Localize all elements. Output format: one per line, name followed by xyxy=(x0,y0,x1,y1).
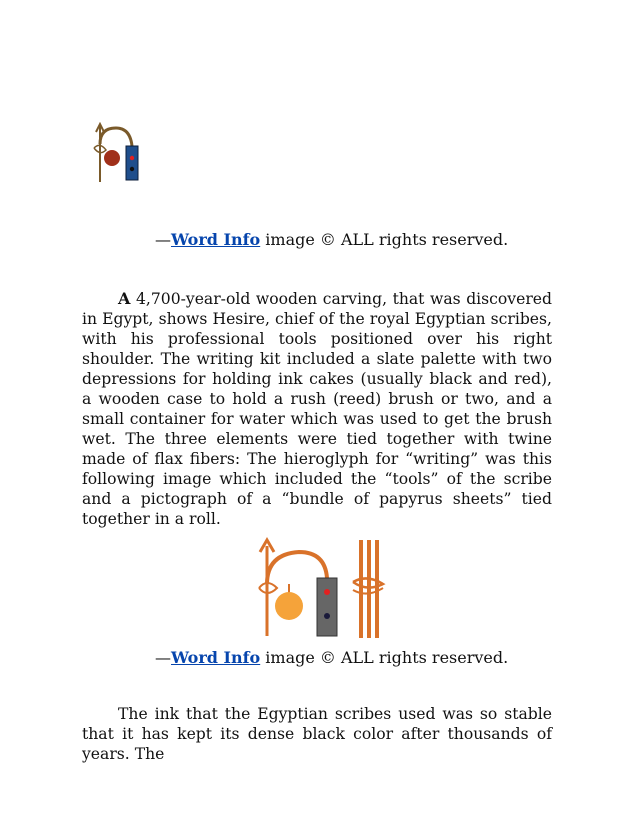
body-paragraph xyxy=(82,289,552,529)
caption-rights-text: image © ALL rights reserved. xyxy=(260,230,509,249)
word-info-link[interactable]: Word Info xyxy=(171,648,261,667)
caption-dash: — xyxy=(155,648,171,667)
image-caption xyxy=(155,648,508,668)
lead-letter: A xyxy=(118,289,131,308)
caption-rights-text: image © ALL rights reserved. xyxy=(260,648,509,667)
scribe-tools-hieroglyph-icon xyxy=(90,122,144,184)
paragraph-text: 4,700-year-old wooden carving, that was discovered in Egypt, shows Hesire, chief of the royal Egyptian scribes, with his professional tools positioned over his right shoulder. The writing kit included a slate palette with two depressions for holding ink cakes (usually black and red), a wooden case to hold a rush (reed) brush or two, and a small container for water which was used to get the brush wet. The three elements were tied together with twine made of flax fibers: The hieroglyph for “writing” was this following image which included the “tools” of the scribe and a pictograph of a “bundle of papyrus sheets” tied together in a roll. xyxy=(82,290,552,528)
caption-dash: — xyxy=(155,230,171,249)
body-paragraph: The ink that the Egyptian scribes used was so stable that it has kept its dense black color after thousands of years. The xyxy=(82,705,552,763)
writing-hieroglyph-icon xyxy=(255,536,387,642)
word-info-link[interactable]: Word Info xyxy=(171,230,261,249)
image-caption xyxy=(155,230,508,250)
